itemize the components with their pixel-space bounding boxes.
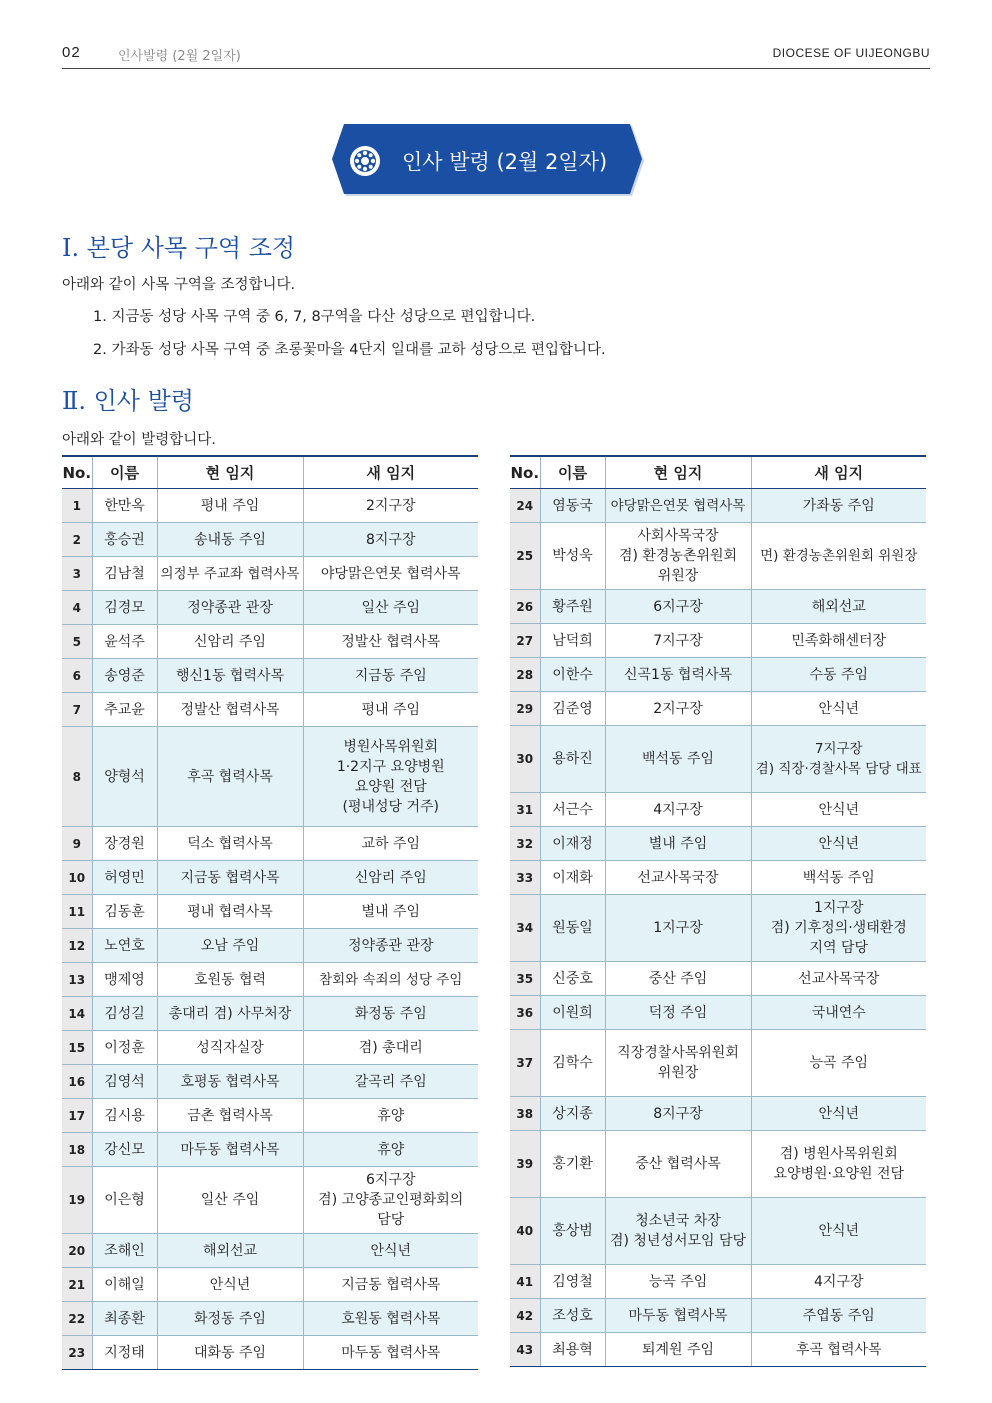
person-name: 이한수 [540, 658, 605, 692]
row-number: 8 [62, 727, 92, 827]
table-row [62, 963, 478, 997]
new-post: 안식년 [751, 793, 926, 827]
row-number: 23 [62, 1336, 92, 1370]
current-post: 신곡1동 협력사목 [605, 658, 751, 692]
section2-intro: 아래와 같이 발령합니다. [62, 432, 216, 448]
person-name: 이재화 [540, 861, 605, 895]
current-post: 정약종관 관장 [157, 591, 303, 625]
current-post: 4지구장 [605, 793, 751, 827]
table-row [510, 1265, 926, 1299]
new-post: 선교사목국장 [751, 962, 926, 996]
person-name: 김경모 [92, 591, 157, 625]
person-name: 최종환 [92, 1302, 157, 1336]
person-name: 강신모 [92, 1133, 157, 1167]
table-header-row [510, 456, 926, 489]
new-post: 휴양 [303, 1133, 478, 1167]
row-number: 21 [62, 1268, 92, 1302]
new-post: 호원동 협력사목 [303, 1302, 478, 1336]
new-post: 안식년 [751, 692, 926, 726]
col-header-current: 현 임지 [157, 456, 303, 489]
table-row [62, 1133, 478, 1167]
section-title-2: Ⅱ. 인사 발령 [62, 387, 194, 415]
current-post: 마두동 협력사목 [605, 1299, 751, 1333]
current-post: 평내 협력사목 [157, 895, 303, 929]
new-post: 갈곡리 주임 [303, 1065, 478, 1099]
table-row [510, 624, 926, 658]
current-post: 일산 주임 [157, 1167, 303, 1234]
new-post: 참회와 속죄의 성당 주임 [303, 963, 478, 997]
row-number: 36 [510, 996, 540, 1030]
person-name: 이원희 [540, 996, 605, 1030]
person-name: 황주원 [540, 590, 605, 624]
table-row [62, 489, 478, 523]
person-name: 김학수 [540, 1030, 605, 1097]
current-post: 8지구장 [605, 1097, 751, 1131]
new-post: 겸) 병원사목위원회 요양병원·요양원 전담 [751, 1131, 926, 1198]
person-name: 노연호 [92, 929, 157, 963]
new-post: 지금동 주임 [303, 659, 478, 693]
row-number: 4 [62, 591, 92, 625]
current-post: 퇴계원 주임 [605, 1333, 751, 1367]
new-post: 정약종관 관장 [303, 929, 478, 963]
table-row [510, 1097, 926, 1131]
row-number: 10 [62, 861, 92, 895]
row-number: 35 [510, 962, 540, 996]
table-row [62, 1167, 478, 1234]
table-header-row [62, 456, 478, 489]
new-post: 안식년 [751, 827, 926, 861]
person-name: 지정태 [92, 1336, 157, 1370]
col-header-name: 이름 [540, 456, 605, 489]
new-post: 평내 주임 [303, 693, 478, 727]
new-post: 휴양 [303, 1099, 478, 1133]
row-number: 18 [62, 1133, 92, 1167]
current-post: 별내 주임 [605, 827, 751, 861]
person-name: 홍승권 [92, 523, 157, 557]
current-post: 해외선교 [157, 1234, 303, 1268]
person-name: 신중호 [540, 962, 605, 996]
table-row [62, 1099, 478, 1133]
new-post: 신암리 주임 [303, 861, 478, 895]
current-post: 중산 주임 [605, 962, 751, 996]
new-post: 해외선교 [751, 590, 926, 624]
table-row [62, 997, 478, 1031]
table-row [510, 692, 926, 726]
appointments-table-right [510, 455, 926, 1367]
person-name: 장경원 [92, 827, 157, 861]
person-name: 김성길 [92, 997, 157, 1031]
row-number: 24 [510, 489, 540, 523]
person-name: 송영준 [92, 659, 157, 693]
row-number: 29 [510, 692, 540, 726]
current-post: 청소년국 차장 겸) 청년성서모임 담당 [605, 1198, 751, 1265]
current-post: 금촌 협력사목 [157, 1099, 303, 1133]
table-row [62, 895, 478, 929]
person-name: 김영석 [92, 1065, 157, 1099]
current-post: 백석동 주임 [605, 726, 751, 793]
row-number: 39 [510, 1131, 540, 1198]
new-post: 국내연수 [751, 996, 926, 1030]
row-number: 17 [62, 1099, 92, 1133]
row-number: 14 [62, 997, 92, 1031]
new-post: 민족화해센터장 [751, 624, 926, 658]
row-number: 3 [62, 557, 92, 591]
person-name: 서근수 [540, 793, 605, 827]
row-number: 30 [510, 726, 540, 793]
current-post: 송내동 주임 [157, 523, 303, 557]
person-name: 이재정 [540, 827, 605, 861]
person-name: 최용혁 [540, 1333, 605, 1367]
table-row [62, 1065, 478, 1099]
table-row [62, 693, 478, 727]
current-post: 성직자실장 [157, 1031, 303, 1065]
current-post: 정발산 협력사목 [157, 693, 303, 727]
person-name: 양형석 [92, 727, 157, 827]
new-post: 안식년 [751, 1198, 926, 1265]
table-row [510, 489, 926, 523]
current-post: 2지구장 [605, 692, 751, 726]
person-name: 원동일 [540, 895, 605, 962]
row-number: 1 [62, 489, 92, 523]
new-post: 별내 주임 [303, 895, 478, 929]
current-post: 대화동 주임 [157, 1336, 303, 1370]
row-number: 28 [510, 658, 540, 692]
person-name: 맹제영 [92, 963, 157, 997]
current-post: 덕정 주임 [605, 996, 751, 1030]
row-number: 34 [510, 895, 540, 962]
table-row [510, 962, 926, 996]
new-post: 수동 주임 [751, 658, 926, 692]
new-post: 능곡 주임 [751, 1030, 926, 1097]
person-name: 허영민 [92, 861, 157, 895]
person-name: 홍기환 [540, 1131, 605, 1198]
row-number: 2 [62, 523, 92, 557]
current-post: 신암리 주임 [157, 625, 303, 659]
table-row [510, 793, 926, 827]
current-post: 야당맑은연못 협력사목 [605, 489, 751, 523]
current-post: 능곡 주임 [605, 1265, 751, 1299]
table-row [62, 591, 478, 625]
table-row [62, 523, 478, 557]
new-post: 1지구장 겸) 기후정의·생태환경 지역 담당 [751, 895, 926, 962]
row-number: 9 [62, 827, 92, 861]
table-row [62, 827, 478, 861]
current-post: 중산 협력사목 [605, 1131, 751, 1198]
current-post: 사회사목국장 겸) 환경농촌위원회 위원장 [605, 523, 751, 590]
row-number: 41 [510, 1265, 540, 1299]
person-name: 윤석주 [92, 625, 157, 659]
row-number: 7 [62, 693, 92, 727]
table-row [510, 523, 926, 590]
table-row [510, 827, 926, 861]
row-number: 26 [510, 590, 540, 624]
col-header-name: 이름 [92, 456, 157, 489]
section1-intro: 아래와 같이 사목 구역을 조정합니다. [62, 277, 296, 293]
new-post: 4지구장 [751, 1265, 926, 1299]
gear-emblem-icon [348, 144, 382, 178]
current-post: 직장경찰사목위원회 위원장 [605, 1030, 751, 1097]
row-number: 40 [510, 1198, 540, 1265]
row-number: 16 [62, 1065, 92, 1099]
person-name: 김동훈 [92, 895, 157, 929]
col-header-current: 현 임지 [605, 456, 751, 489]
new-post: 겸) 총대리 [303, 1031, 478, 1065]
table-row [62, 1234, 478, 1268]
row-number: 11 [62, 895, 92, 929]
table-row [510, 726, 926, 793]
col-header-new: 새 임지 [303, 456, 478, 489]
person-name: 홍상범 [540, 1198, 605, 1265]
row-number: 33 [510, 861, 540, 895]
table-row [62, 1302, 478, 1336]
row-number: 43 [510, 1333, 540, 1367]
new-post: 6지구장 겸) 고양종교인평화회의 담당 [303, 1167, 478, 1234]
new-post: 야당맑은연못 협력사목 [303, 557, 478, 591]
table-row [62, 659, 478, 693]
current-post: 호원동 협력 [157, 963, 303, 997]
banner-title: 인사 발령 (2월 2일자) [402, 150, 608, 174]
person-name: 이해일 [92, 1268, 157, 1302]
table-row [62, 929, 478, 963]
table-row [510, 861, 926, 895]
table-row [510, 1333, 926, 1367]
person-name: 염동국 [540, 489, 605, 523]
person-name: 이은형 [92, 1167, 157, 1234]
new-post: 교하 주임 [303, 827, 478, 861]
row-number: 42 [510, 1299, 540, 1333]
person-name: 조성호 [540, 1299, 605, 1333]
table-row [510, 1198, 926, 1265]
person-name: 박성욱 [540, 523, 605, 590]
section-title-1: Ⅰ. 본당 사목 구역 조정 [62, 234, 296, 262]
new-post: 지금동 협력사목 [303, 1268, 478, 1302]
row-number: 20 [62, 1234, 92, 1268]
publisher-name: DIOCESE OF UIJEONGBU [772, 46, 930, 60]
row-number: 6 [62, 659, 92, 693]
row-number: 25 [510, 523, 540, 590]
person-name: 김영철 [540, 1265, 605, 1299]
running-title: 인사발령 (2월 2일자) [118, 49, 241, 64]
row-number: 5 [62, 625, 92, 659]
table-row [510, 1299, 926, 1333]
current-post: 행신1동 협력사목 [157, 659, 303, 693]
current-post: 6지구장 [605, 590, 751, 624]
table-row [62, 1031, 478, 1065]
new-post: 후곡 협력사목 [751, 1333, 926, 1367]
section1-item-1: 1. 지금동 성당 사목 구역 중 6, 7, 8구역을 다산 성당으로 편입합니다. [93, 309, 536, 325]
new-post: 병원사목위원회 1·2지구 요양병원 요양원 전담 (평내성당 거주) [303, 727, 478, 827]
table-row [62, 861, 478, 895]
appointments-table-left [62, 455, 478, 1370]
new-post: 8지구장 [303, 523, 478, 557]
person-name: 용하진 [540, 726, 605, 793]
person-name: 김남철 [92, 557, 157, 591]
new-post: 일산 주임 [303, 591, 478, 625]
title-banner [332, 122, 646, 200]
table-row [62, 625, 478, 659]
table-row [510, 996, 926, 1030]
current-post: 7지구장 [605, 624, 751, 658]
new-post: 화정동 주임 [303, 997, 478, 1031]
new-post: 주엽동 주임 [751, 1299, 926, 1333]
section1-item-2: 2. 가좌동 성당 사목 구역 중 초롱꽃마을 4단지 일대를 교하 성당으로 편입합니다. [93, 342, 606, 358]
current-post: 평내 주임 [157, 489, 303, 523]
person-name: 상지종 [540, 1097, 605, 1131]
person-name: 추교윤 [92, 693, 157, 727]
person-name: 김시용 [92, 1099, 157, 1133]
person-name: 김준영 [540, 692, 605, 726]
person-name: 한만옥 [92, 489, 157, 523]
row-number: 13 [62, 963, 92, 997]
page-header [62, 40, 930, 69]
person-name: 남덕희 [540, 624, 605, 658]
new-post: 면) 환경농촌위원회 위원장 [751, 523, 926, 590]
col-header-no: No. [62, 456, 92, 489]
new-post: 7지구장 겸) 직장·경찰사목 담당 대표 [751, 726, 926, 793]
table-row [62, 557, 478, 591]
row-number: 37 [510, 1030, 540, 1097]
person-name: 조해인 [92, 1234, 157, 1268]
new-post: 안식년 [751, 1097, 926, 1131]
current-post: 지금동 협력사목 [157, 861, 303, 895]
table-row [510, 590, 926, 624]
new-post: 마두동 협력사목 [303, 1336, 478, 1370]
table-row [62, 1268, 478, 1302]
page-number: 02 [62, 44, 81, 61]
col-header-new: 새 임지 [751, 456, 926, 489]
current-post: 화정동 주임 [157, 1302, 303, 1336]
new-post: 정발산 협력사목 [303, 625, 478, 659]
current-post: 덕소 협력사목 [157, 827, 303, 861]
new-post: 안식년 [303, 1234, 478, 1268]
current-post: 의정부 주교좌 협력사목 [157, 557, 303, 591]
new-post: 가좌동 주임 [751, 489, 926, 523]
col-header-no: No. [510, 456, 540, 489]
person-name: 이정훈 [92, 1031, 157, 1065]
new-post: 2지구장 [303, 489, 478, 523]
row-number: 12 [62, 929, 92, 963]
row-number: 15 [62, 1031, 92, 1065]
table-row [510, 658, 926, 692]
current-post: 오남 주임 [157, 929, 303, 963]
current-post: 후곡 협력사목 [157, 727, 303, 827]
row-number: 32 [510, 827, 540, 861]
row-number: 27 [510, 624, 540, 658]
table-row [510, 1030, 926, 1097]
table-row [62, 1336, 478, 1370]
current-post: 호평동 협력사목 [157, 1065, 303, 1099]
row-number: 19 [62, 1167, 92, 1234]
row-number: 22 [62, 1302, 92, 1336]
current-post: 마두동 협력사목 [157, 1133, 303, 1167]
table-row [510, 1131, 926, 1198]
current-post: 선교사목국장 [605, 861, 751, 895]
table-row [62, 727, 478, 827]
table-row [510, 895, 926, 962]
current-post: 안식년 [157, 1268, 303, 1302]
row-number: 31 [510, 793, 540, 827]
row-number: 38 [510, 1097, 540, 1131]
current-post: 총대리 겸) 사무처장 [157, 997, 303, 1031]
new-post: 백석동 주임 [751, 861, 926, 895]
current-post: 1지구장 [605, 895, 751, 962]
